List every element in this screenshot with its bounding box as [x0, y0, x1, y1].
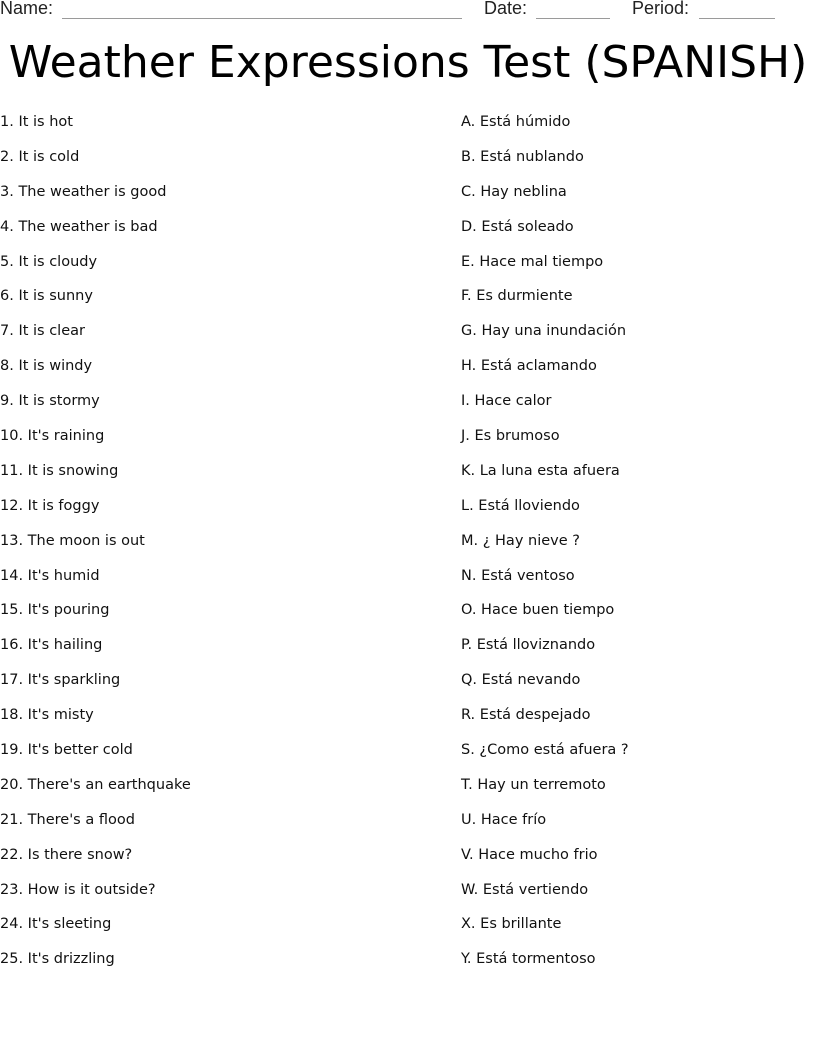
answer-item: J. Es brumoso — [461, 428, 560, 445]
question-item: 20. There's an earthquake — [0, 776, 191, 793]
question-item: 16. It's hailing — [0, 637, 103, 654]
answer-item: N. Está ventoso — [461, 567, 575, 584]
question-item: 13. The moon is out — [0, 532, 145, 549]
answer-item: M. ¿ Hay nieve ? — [461, 532, 580, 549]
question-item: 24. It's sleeting — [0, 916, 112, 933]
answer-item: C. Hay neblina — [461, 183, 567, 200]
name-blank-line[interactable] — [62, 18, 462, 19]
answers-list — [461, 110, 629, 982]
answer-item: X. Es brillante — [461, 916, 562, 933]
question-item: 6. It is sunny — [0, 288, 93, 305]
answer-item: E. Hace mal tiempo — [461, 253, 604, 270]
question-item: 25. It's drizzling — [0, 951, 115, 968]
question-item: 21. There's a flood — [0, 811, 135, 828]
questions-list — [0, 110, 191, 982]
question-item: 19. It's better cold — [0, 742, 133, 759]
answer-item: K. La luna esta afuera — [461, 462, 620, 479]
answer-item: P. Está lloviznando — [461, 637, 596, 654]
answer-item: V. Hace mucho frio — [461, 846, 598, 863]
question-item: 4. The weather is bad — [0, 218, 158, 235]
question-item: 3. The weather is good — [0, 183, 167, 200]
answer-item: Q. Está nevando — [461, 672, 581, 689]
answer-item: R. Está despejado — [461, 707, 591, 724]
answer-item: O. Hace buen tiempo — [461, 602, 615, 619]
answer-item: W. Está vertiendo — [461, 881, 589, 898]
question-item: 17. It's sparkling — [0, 672, 121, 689]
question-item: 1. It is hot — [0, 114, 73, 130]
worksheet-header — [0, 0, 816, 22]
question-item: 18. It's misty — [0, 707, 94, 724]
question-item: 14. It's humid — [0, 567, 100, 584]
answer-item: D. Está soleado — [461, 218, 574, 235]
answer-item: H. Está aclamando — [461, 358, 597, 375]
question-item: 12. It is foggy — [0, 497, 100, 514]
question-item: 15. It's pouring — [0, 602, 110, 619]
answer-item: A. Está húmido — [461, 114, 571, 130]
answer-item: U. Hace frío — [461, 811, 547, 828]
question-item: 22. Is there snow? — [0, 846, 133, 863]
answer-item: T. Hay un terremoto — [461, 776, 606, 793]
name-label: Name: — [0, 0, 54, 18]
question-item: 5. It is cloudy — [0, 253, 98, 270]
period-label: Period: — [632, 0, 690, 18]
answer-item: B. Está nublando — [461, 148, 584, 165]
answer-item: Y. Está tormentoso — [461, 951, 596, 968]
answer-item: G. Hay una inundación — [461, 323, 627, 340]
period-blank-line[interactable] — [699, 18, 775, 19]
question-item: 9. It is stormy — [0, 393, 100, 410]
question-item: 23. How is it outside? — [0, 881, 156, 898]
page-title: Weather Expressions Test (SPANISH) — [8, 37, 808, 88]
answer-item: F. Es durmiente — [461, 288, 573, 305]
date-label: Date: — [484, 0, 528, 18]
question-item: 7. It is clear — [0, 323, 85, 340]
question-item: 11. It is snowing — [0, 462, 119, 479]
question-item: 10. It's raining — [0, 428, 105, 445]
answer-item: I. Hace calor — [461, 393, 552, 410]
answer-item: L. Está lloviendo — [461, 497, 580, 514]
question-item: 8. It is windy — [0, 358, 93, 375]
question-item: 2. It is cold — [0, 148, 80, 165]
date-blank-line[interactable] — [536, 18, 610, 19]
answer-item: S. ¿Como está afuera ? — [461, 742, 629, 759]
